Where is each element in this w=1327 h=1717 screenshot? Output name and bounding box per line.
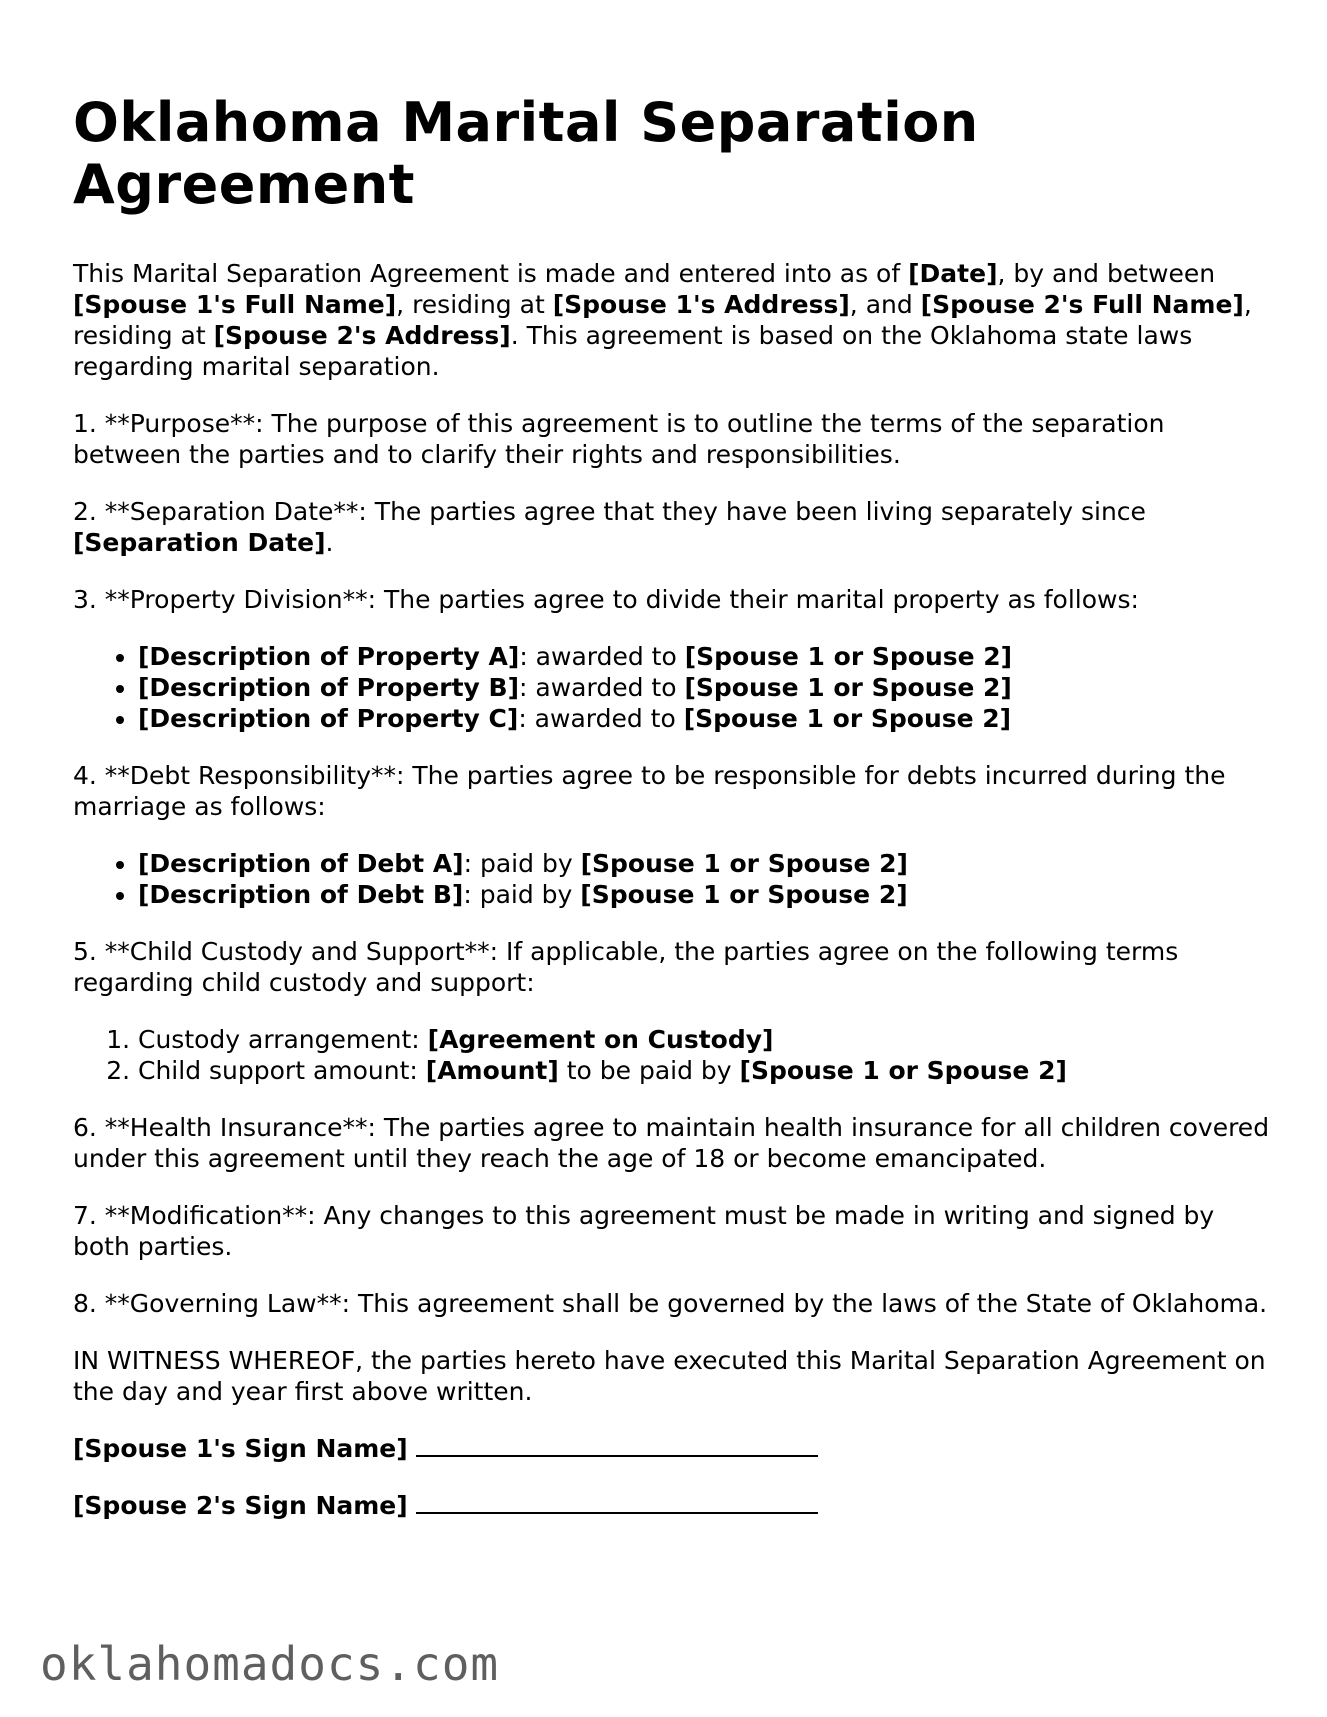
custody-label: Custody arrangement: <box>138 1025 428 1054</box>
separation-date-period: . <box>325 528 334 557</box>
property-description: [Description of Property A] <box>138 642 520 671</box>
separation-date-text: 2. **Separation Date**: The parties agree that they have been living separately since <box>73 497 1146 526</box>
witness-paragraph: IN WITNESS WHEREOF, the parties hereto have executed this Marital Separation Agreement on the day and year first above written. <box>73 1346 1266 1406</box>
debt-paid-text: : paid by <box>463 849 581 878</box>
separation-date-placeholder: [Separation Date] <box>73 528 326 557</box>
signature-blank[interactable] <box>416 1492 818 1514</box>
support-paid-text: to be paid by <box>558 1056 740 1085</box>
debt-list <box>73 848 1273 910</box>
signature-line-spouse1[interactable] <box>73 1433 1273 1464</box>
section-separation-date <box>73 496 1273 558</box>
intro-text-1: This Marital Separation Agreement is made and entered into as of <box>73 259 909 288</box>
list-item <box>138 879 1273 910</box>
debt-paid-text: : paid by <box>463 880 581 909</box>
section-governing-law: 8. **Governing Law**: This agreement shall be governed by the laws of the State of Oklahoma. <box>73 1289 1268 1318</box>
property-list <box>73 641 1273 734</box>
amount-placeholder: [Amount] <box>425 1056 559 1085</box>
signature-blank[interactable] <box>416 1435 818 1457</box>
support-label: Child support amount: <box>138 1056 426 1085</box>
support-payer: [Spouse 1 or Spouse 2] <box>739 1056 1067 1085</box>
property-awarded-text: : awarded to <box>519 673 685 702</box>
property-awarded-text: : awarded to <box>519 642 685 671</box>
date-placeholder: [Date] <box>908 259 998 288</box>
spouse2-name-placeholder: [Spouse 2's Full Name] <box>920 290 1244 319</box>
list-item <box>138 703 1273 734</box>
debt-payer: [Spouse 1 or Spouse 2] <box>580 849 908 878</box>
intro-text-3: , residing at <box>396 290 553 319</box>
intro-text-2: , by and between <box>997 259 1216 288</box>
intro-text-4: , and <box>849 290 921 319</box>
section-purpose: 1. **Purpose**: The purpose of this agreement is to outline the terms of the separation between the parties and to clarify their rights and responsibilities. <box>73 409 1165 469</box>
spouse1-address-placeholder: [Spouse 1's Address] <box>552 290 850 319</box>
list-item <box>138 1024 1273 1055</box>
property-recipient: [Spouse 1 or Spouse 2] <box>683 704 1012 733</box>
intro-paragraph <box>73 258 1273 382</box>
section-child-custody: 5. **Child Custody and Support**: If applicable, the parties agree on the following terms regarding child custody and support: <box>73 937 1179 997</box>
document-page <box>73 0 1273 1521</box>
property-description: [Description of Property B] <box>138 673 520 702</box>
signature-label: [Spouse 1's Sign Name] <box>73 1434 408 1463</box>
list-item <box>138 672 1273 703</box>
property-recipient: [Spouse 1 or Spouse 2] <box>684 642 1013 671</box>
property-description: [Description of Property C] <box>138 704 519 733</box>
section-property-division: 3. **Property Division**: The parties agree to divide their marital property as follows: <box>73 585 1139 614</box>
signature-line-spouse2[interactable] <box>73 1490 1273 1521</box>
section-debt-responsibility: 4. **Debt Responsibility**: The parties agree to be responsible for debts incurred during the marriage as follows: <box>73 761 1226 821</box>
section-health-insurance: 6. **Health Insurance**: The parties agree to maintain health insurance for all children covered under this agreement until they reach the age of 18 or become emancipated. <box>73 1113 1270 1173</box>
signature-label: [Spouse 2's Sign Name] <box>73 1491 408 1520</box>
property-awarded-text: : awarded to <box>518 704 684 733</box>
intro-text-5: , residing at <box>73 290 1252 350</box>
spouse1-name-placeholder: [Spouse 1's Full Name] <box>73 290 397 319</box>
watermark: oklahomadocs.com <box>40 1637 500 1691</box>
custody-placeholder: [Agreement on Custody] <box>427 1025 774 1054</box>
property-recipient: [Spouse 1 or Spouse 2] <box>684 673 1012 702</box>
document-title: Oklahoma Marital Separation Agreement <box>73 91 979 216</box>
debt-payer: [Spouse 1 or Spouse 2] <box>580 880 908 909</box>
list-item <box>138 1055 1273 1086</box>
section-modification: 7. **Modification**: Any changes to this agreement must be made in writing and signed by both parties. <box>73 1201 1215 1261</box>
intro-text-6: . This agreement is based on the Oklahoma state laws regarding marital separation. <box>73 321 1193 381</box>
list-item <box>138 848 1273 879</box>
spouse2-address-placeholder: [Spouse 2's Address] <box>213 321 511 350</box>
debt-description: [Description of Debt B] <box>138 880 464 909</box>
debt-description: [Description of Debt A] <box>138 849 464 878</box>
list-item <box>138 641 1273 672</box>
custody-list <box>73 1024 1273 1086</box>
